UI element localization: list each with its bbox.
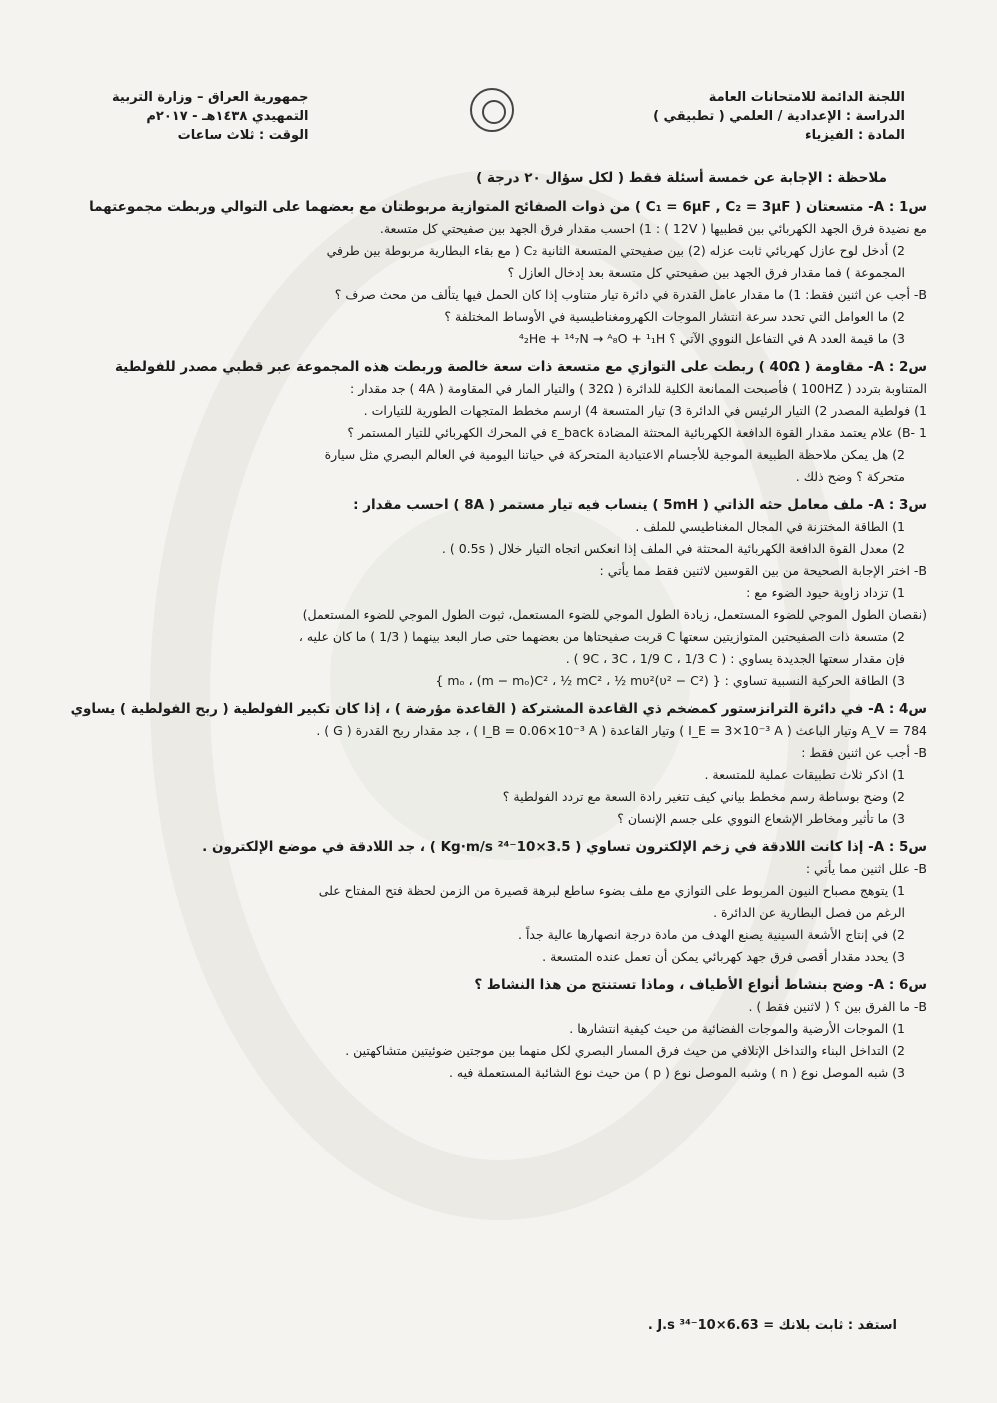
planck-constant-note: استفد : ثابت بلانك = 6.63×10⁻³⁴ J.s . [647,1318,897,1333]
header-line: المادة : الفيزياء [804,128,905,143]
questions-section [70,196,927,1090]
question-line: B- أجب عن اثنين فقط: 1) ما مقدار عامل القدرة في دائرة تيار متناوب إذا كان الحمل فيها يتألف من محث صرف ؟ [334,287,927,302]
question-line: 3) ما قيمة العدد A في التفاعل النووي الآتي ؟ ⁴₂He + ¹⁴₇N → ᴬ₈O + ¹₁H [518,331,905,346]
question-head: س1 : A- متسعتان ( C₁ = 6μF , C₂ = 3μF ) من ذوات الصفائح المتوازية مربوطتان مع بعضهما على التوالي وربطت مجموعتهما [89,199,927,215]
header-line: جمهورية العراق – وزارة التربية [112,90,309,105]
question-line: متحركة ؟ وضح ذلك . [795,469,905,484]
question-head: س2 : A- مقاومة ( 40Ω ) ربطت على التوازي مع متسعة ذات سعة خالصة وربطت هذه المجموعة عبر قطبي مصدر للفولطية [115,359,927,375]
header-line: الوقت : ثلاث ساعات [177,128,309,143]
question-line: 2) وضح بوساطة رسم مخطط بياني كيف تتغير رادة السعة مع تردد الفولطية ؟ [502,789,905,804]
question-line: مع نضيدة فرق الجهد الكهربائي بين قطبيها ( 12V ) : 1) احسب مقدار فرق الجهد بين صفيحتي كل متسعة. [379,221,927,236]
header-line: اللجنة الدائمة للامتحانات العامة [708,90,905,105]
question-1 [70,196,927,350]
question-head: س5 : A- إذا كانت اللادقة في زخم الإلكترون تساوي ( 3.5×10⁻²⁴ Kg·m/s ) ، جد اللادقة في موضع الإلكترون . [202,839,927,855]
question-2 [70,356,927,488]
question-line: B- 1) علام يعتمد مقدار القوة الدافعة الكهربائية المحتثة المضادة ε_back في المحرك الكهربائي للتيار المستمر ؟ [347,425,927,440]
question-head: س6 : A- وضح بنشاط أنواع الأطياف ، وماذا تستنتج من هذا النشاط ؟ [474,977,927,993]
ministry-seal-icon [470,88,514,132]
question-line: B- علل اثنين مما يأتي : [805,861,927,876]
question-line: 2) متسعة ذات الصفيحتين المتوازيتين سعتها C قربت صفيحتاها من بعضهما حتى صار البعد بينهما ( 1/3 ) ما كان عليه ، [298,629,905,644]
question-3 [70,494,927,692]
question-line: 1) فولطية المصدر 2) التيار الرئيس في الدائرة 3) تيار المتسعة 4) ارسم مخطط المتجهات الطورية للتيارات . [363,403,927,418]
question-line: الرغم من فصل البطارية عن الدائرة . [713,905,905,920]
question-line: 3) الطاقة الحركية النسبية تساوي : { (υ² − C²)mₒ ، (m − mₒ)C² ، ½ mC² ، ½ mυ² } [435,673,905,688]
question-line: 2) معدل القوة الدافعة الكهربائية المحتثة في الملف إذا انعكس اتجاه التيار خلال ( 0.5s ) . [441,541,905,556]
question-line: B- اختر الإجابة الصحيحة من بين القوسين لاثنين فقط مما يأتي : [599,563,927,578]
question-line: 1) الموجات الأرضية والموجات الفضائية من حيث كيفية انتشارها . [569,1021,905,1036]
question-6 [70,974,927,1084]
header-right [653,88,905,145]
question-line: 1) يتوهج مصباح النيون المربوط على التوازي مع ملف بضوء ساطع لبرهة قصيرة من الزمن لحظة فتح المفتاح على [318,883,905,898]
question-line: (نقصان الطول الموجي للضوء المستعمل، زيادة الطول الموجي للضوء المستعمل، ثبوت الطول الموجي للضوء المستعمل) [302,607,927,622]
question-line: فإن مقدار سعتها الجديدة يساوي : ( 9C ، 3C ، 1/9 C ، 1/3 C ) . [565,651,905,666]
question-line: المجموعة ) فما مقدار فرق الجهد بين صفيحتي كل متسعة بعد إدخال العازل ؟ [507,265,905,280]
question-head: س4 : A- في دائرة الترانزستور كمضخم ذي القاعدة المشتركة ( القاعدة مؤرضة ) ، إذا كان تكبير الفولطية ( ربح الفولطية ) يساوي [70,701,927,717]
question-line: 2) هل يمكن ملاحظة الطبيعة الموجية للأجسام الاعتيادية المتحركة في حياتنا اليومية في العالم البصري مثل سيارة [324,447,905,462]
question-line: 2) في إنتاج الأشعة السينية يصنع الهدف من مادة درجة انصهارها عالية جداً . [518,927,905,942]
question-line: 3) يحدد مقدار أقصى فرق جهد كهربائي يمكن أن تعمل عنده المتسعة . [542,949,905,964]
question-line: B- ما الفرق بين ؟ ( لاثنين فقط ) . [748,999,927,1014]
question-4 [70,698,927,830]
header-line: الدراسة : الإعدادية / العلمي ( تطبيقي ) [653,109,905,124]
question-line: 1) تزداد زاوية حيود الضوء مع : [746,585,905,600]
question-line: 1) الطاقة المختزنة في المجال المغناطيسي للملف . [635,519,905,534]
question-line: 2) أدخل لوح عازل كهربائي ثابت عزله (2) بين صفيحتي المتسعة الثانية C₂ ( مع بقاء البطارية مربوطة بين طرفي [326,243,905,258]
question-head: س3 : A- ملف معامل حثه الذاتي ( 5mH ) ينساب فيه تيار مستمر ( 8A ) احسب مقدار : [353,497,927,513]
header-line: التمهيدي ١٤٣٨هـ - ٢٠١٧م [146,109,309,124]
question-line: B- أجب عن اثنين فقط : [801,745,927,760]
question-line: المتناوبة بتردد ( 100HZ ) فأصبحت الممانعة الكلية للدائرة ( 32Ω ) والتيار المار في المقاومة ( 4A ) جد مقدار : [350,381,927,396]
question-line: 2) ما العوامل التي تحدد سرعة انتشار الموجات الكهرومغناطيسية في الأوساط المختلفة ؟ [444,309,905,324]
question-line: 3) شبه الموصل نوع ( n ) وشبه الموصل نوع ( p ) من حيث نوع الشائبة المستعملة فيه . [448,1065,905,1080]
exam-note: ملاحظة : الإجابة عن خمسة أسئلة فقط ( لكل سؤال ٢٠ درجة ) [476,170,887,186]
question-5 [70,836,927,968]
question-line: 3) ما تأثير ومخاطر الإشعاع النووي على جسم الإنسان ؟ [617,811,905,826]
question-line: 1) اذكر ثلاث تطبيقات عملية للمتسعة . [704,767,905,782]
header-left [112,88,309,145]
question-line: 2) التداخل البناء والتداخل الإتلافي من حيث فرق المسار البصري لكل منهما بين موجتين ضوئيتين متشاكهتين . [345,1043,905,1058]
question-line: A_V = 784 وتيار الباعث ( I_E = 3×10⁻³ A ) وتيار القاعدة ( I_B = 0.06×10⁻³ A ) ، جد مقدار ربح القدرة ( G ) . [316,723,927,738]
